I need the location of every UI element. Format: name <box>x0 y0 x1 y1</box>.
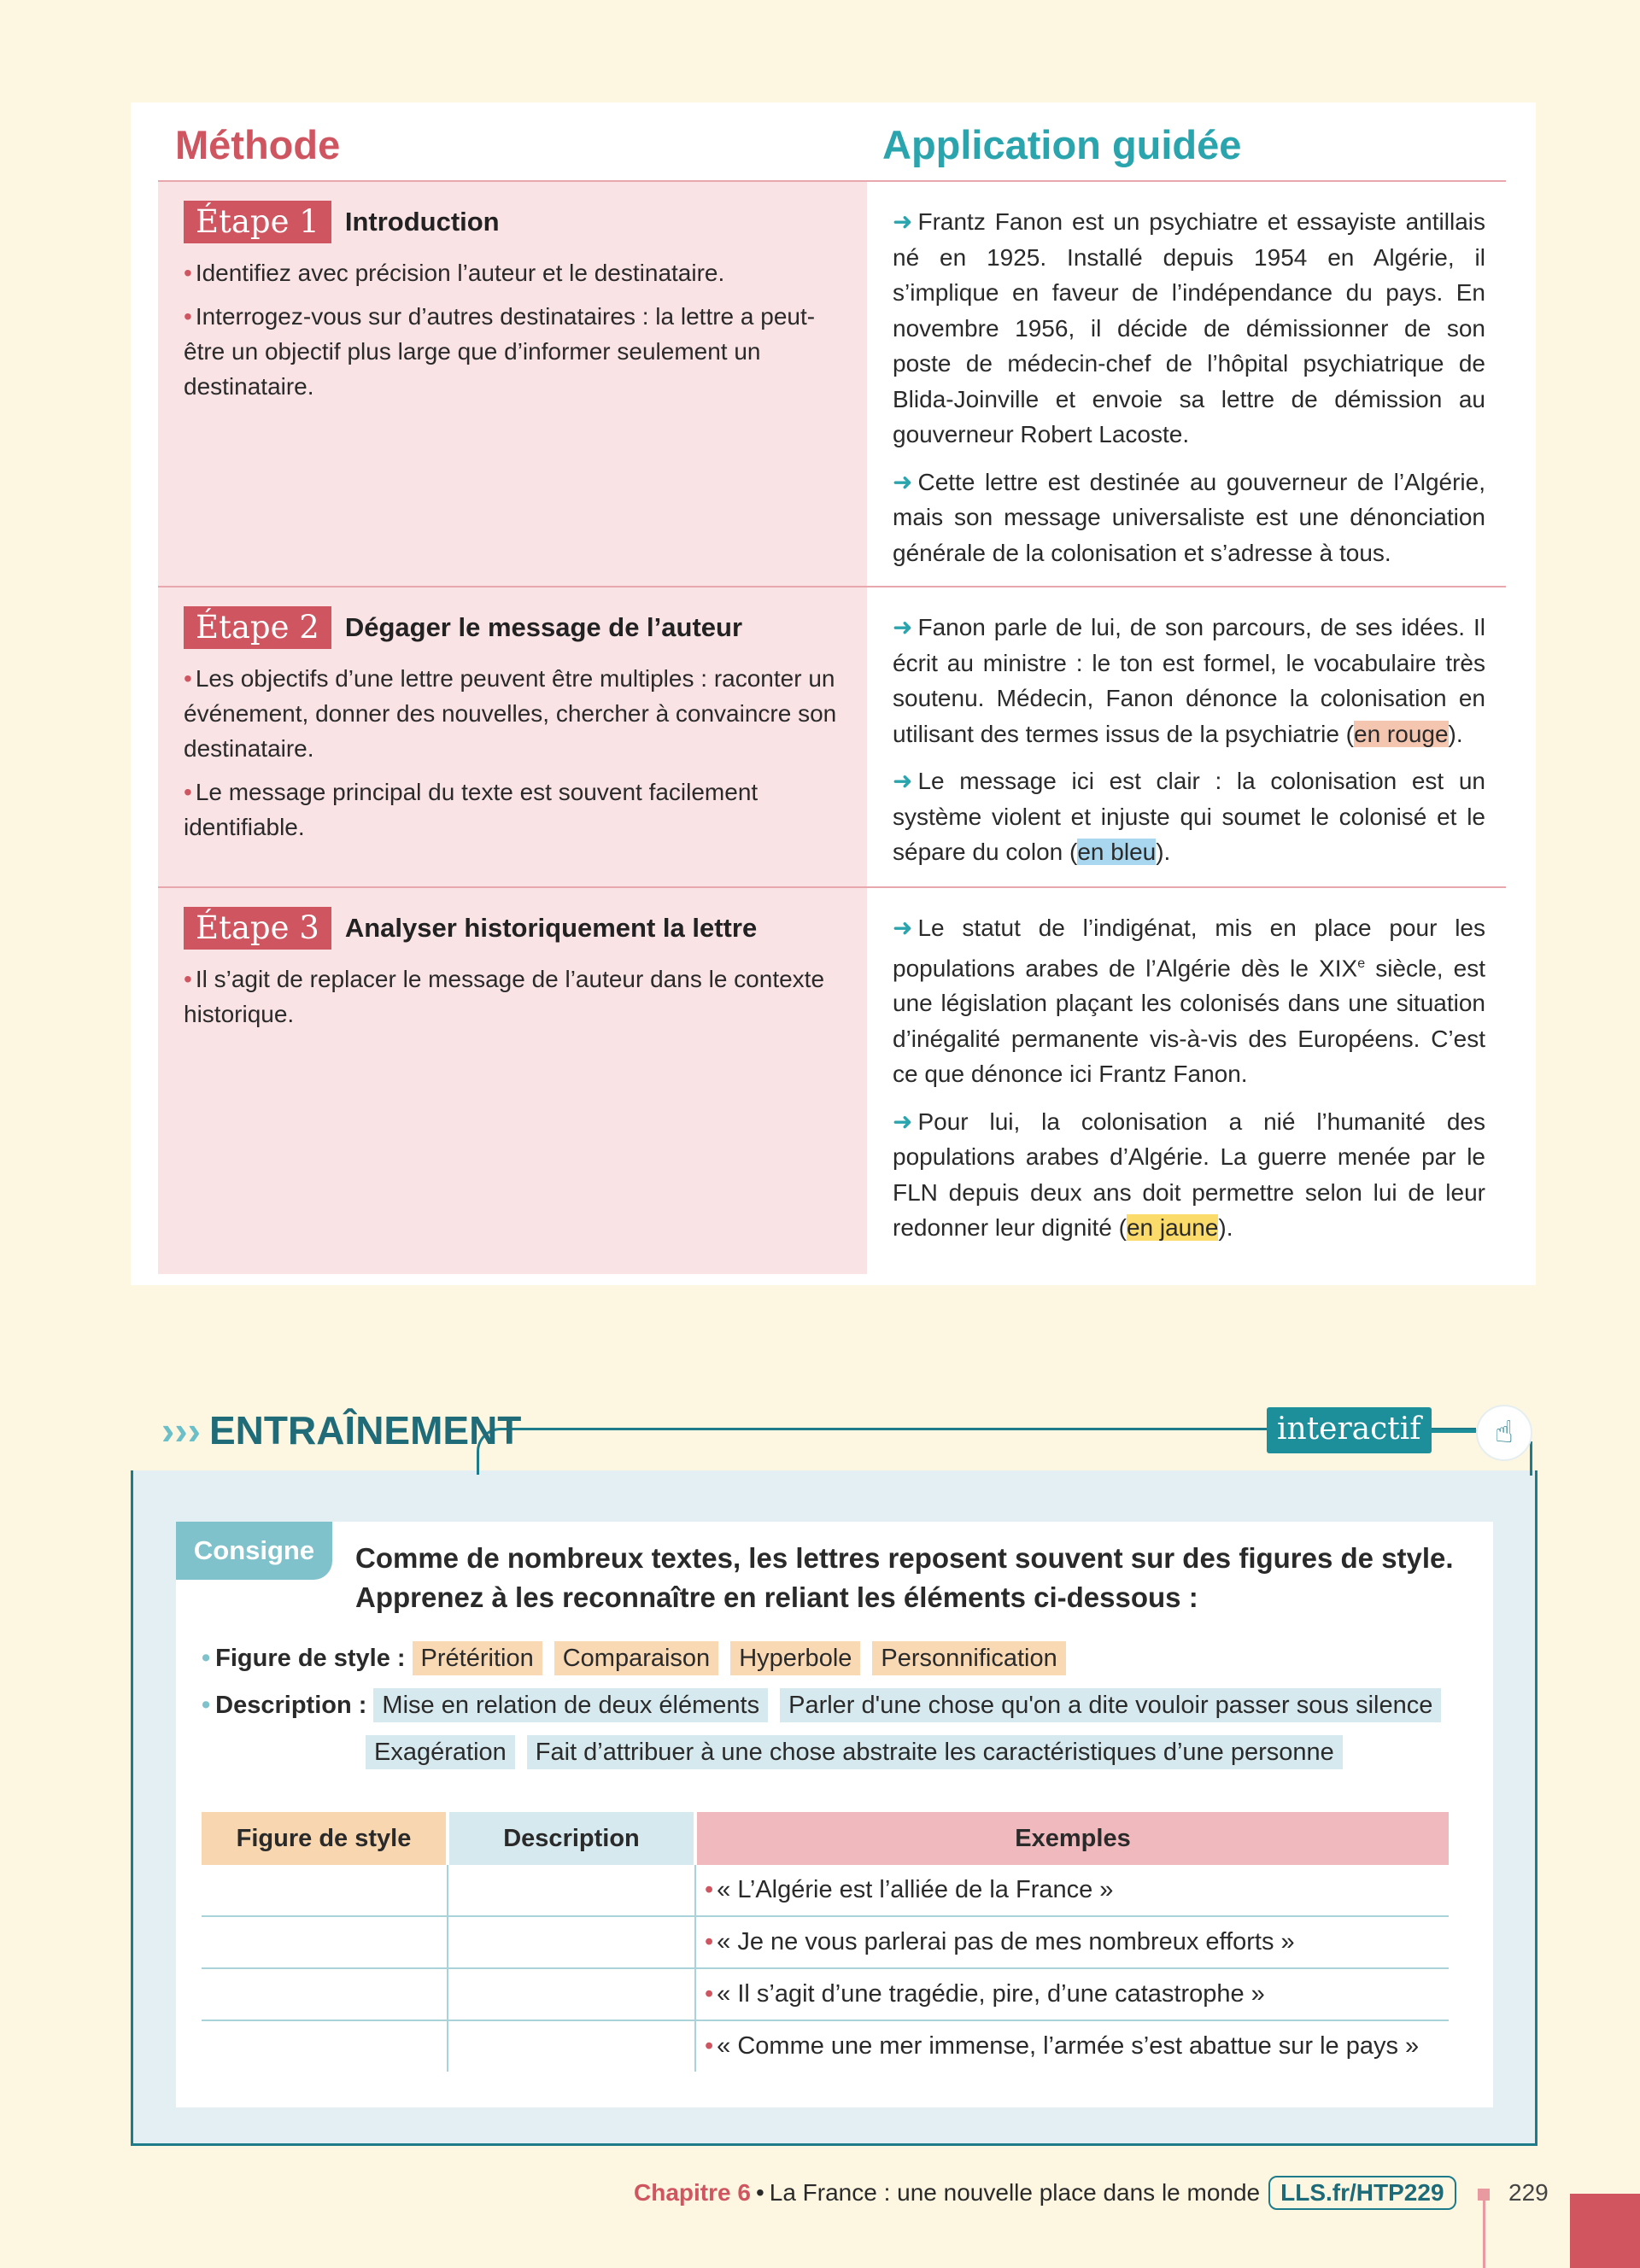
interactif-button[interactable]: interactif <box>1267 1407 1432 1453</box>
divider <box>1432 1429 1479 1433</box>
figure-label: • Figure de style : <box>202 1645 406 1673</box>
method-bullets <box>184 255 841 412</box>
footer-marker <box>1483 2201 1485 2268</box>
description-chip[interactable]: Exagération <box>366 1735 515 1769</box>
arrow-right-icon: ➜ <box>893 915 913 941</box>
highlight-yellow: en jaune <box>1126 1214 1219 1242</box>
arrow-right-icon: ➜ <box>893 468 913 495</box>
description-chip[interactable]: Mise en relation de deux éléments <box>373 1688 768 1722</box>
step-title: Dégager le message de l’auteur <box>344 612 743 642</box>
description-chip[interactable]: Parler d'une chose qu'on a dite vouloir passer sous silence <box>780 1688 1441 1722</box>
page-number: 229 <box>1508 2179 1549 2206</box>
consigne-text: Comme de nombreux textes, les lettres reposent souvent sur des figures de style. Apprenez à les reconnaître en reliant les éléments ci-dessous : <box>355 1542 1454 1613</box>
hand-pointer-icon[interactable]: ☝ <box>1476 1405 1532 1461</box>
application-cell <box>867 182 1506 586</box>
example-cell: • « Je ne vous parlerai pas de mes nombreux efforts » <box>695 1916 1449 1968</box>
application-paragraph: ➜ Pour lui, la colonisation a nié l’humanité des populations arabes d’Algérie. La guerre menée par le FLN depuis deux ans doit permettre selon lui de leur redonner leur dignité (en jaune). <box>893 1108 1485 1242</box>
method-cell <box>158 888 867 1274</box>
application-paragraph: ➜ Fanon parle de lui, de son parcours, de ses idées. Il écrit au ministre : le ton est formel, le vocabulaire très soutenu. Médecin, Fanon dénonce la colonisation en utilisant des termes issus de la psychiatrie (en rouge). <box>893 614 1485 747</box>
figure-row <box>202 1641 1078 1675</box>
description-drop-cell[interactable] <box>448 2020 695 2072</box>
bullet-item: • Le message principal du texte est souvent facilement identifiable. <box>184 775 841 845</box>
tab-border <box>1530 1441 1532 1476</box>
consigne-badge: Consigne <box>176 1522 332 1580</box>
bullet-item: • Il s’agit de replacer le message de l’auteur dans le contexte historique. <box>184 962 841 1032</box>
table-row <box>202 1968 1449 2020</box>
step-header <box>184 201 500 243</box>
arrow-right-icon: ➜ <box>893 208 913 235</box>
method-cell <box>158 182 867 586</box>
methode-card <box>131 102 1536 1285</box>
step-row-1 <box>158 182 1506 586</box>
page-footer <box>634 2176 1456 2210</box>
example-cell: • « Il s’agit d’une tragédie, pire, d’une catastrophe » <box>695 1968 1449 2020</box>
chevrons-icon: ››› <box>161 1408 201 1453</box>
description-row <box>366 1735 1355 1769</box>
description-drop-cell[interactable] <box>448 1968 695 2020</box>
example-cell: • « Comme une mer immense, l’armée s’est abattue sur le pays » <box>695 2020 1449 2072</box>
step-title: Analyser historiquement la lettre <box>344 913 758 943</box>
step-header <box>184 907 757 950</box>
figure-chip[interactable]: Hyperbole <box>730 1641 860 1675</box>
chapter-subtitle: La France : une nouvelle place dans le monde <box>769 2179 1261 2206</box>
figure-drop-cell[interactable] <box>202 1865 448 1916</box>
figure-drop-cell[interactable] <box>202 2020 448 2072</box>
matching-table <box>202 1812 1449 2072</box>
application-paragraph: ➜ Le message ici est clair : la colonisation est un système violent et injuste qui soumet le colonisé et le sépare du colon (en bleu). <box>893 768 1485 865</box>
arrow-right-icon: ➜ <box>893 1108 913 1135</box>
application-heading: Application guidée <box>882 122 1242 167</box>
figure-drop-cell[interactable] <box>202 1916 448 1968</box>
step-title: Introduction <box>344 207 500 237</box>
table-row <box>202 1916 1449 1968</box>
column-header: Exemples <box>695 1812 1449 1865</box>
column-header: Figure de style <box>202 1812 448 1865</box>
application-text <box>893 204 1485 582</box>
application-text <box>893 610 1485 882</box>
application-paragraph: ➜ Cette lettre est destinée au gouverneur de l’Algérie, mais son message universaliste est une dénonciation générale de la colonisation et s’adresse à tous. <box>893 468 1485 566</box>
exercise-panel <box>176 1522 1493 2107</box>
figure-chip[interactable]: Prétérition <box>413 1641 542 1675</box>
step-badge: Étape 2 <box>184 606 331 649</box>
description-chip[interactable]: Fait d’attribuer à une chose abstraite les caractéristiques d’une personne <box>527 1735 1343 1769</box>
bullet-item: • Les objectifs d’une lettre peuvent être multiples : raconter un événement, donner des nouvelles, chercher à convaincre son destinataire. <box>184 661 841 766</box>
figure-chip[interactable]: Comparaison <box>554 1641 718 1675</box>
method-bullets <box>184 962 841 1040</box>
figure-chip[interactable]: Personnification <box>872 1641 1065 1675</box>
bullet-item: • Interrogez-vous sur d’autres destinataires : la lettre a peut-être un objectif plus large que d’informer seulement un destinataire. <box>184 299 841 404</box>
column-header: Description <box>448 1812 695 1865</box>
footer-marker <box>1478 2189 1490 2201</box>
description-drop-cell[interactable] <box>448 1916 695 1968</box>
step-row-2 <box>158 587 1506 886</box>
resource-link[interactable]: LLS.fr/HTP229 <box>1268 2176 1456 2210</box>
application-paragraph: ➜ Le statut de l’indigénat, mis en place pour les populations arabes de l’Algérie dès le XIXe siècle, est une législation plaçant les colonisés dans une situation d’inégalité permanente vis-à-vis des Européens. C’est ce que dénonce ici Frantz Fanon. <box>893 915 1486 1088</box>
methode-heading: Méthode <box>175 122 341 167</box>
highlight-blue: en bleu <box>1077 839 1157 865</box>
application-text <box>893 910 1485 1258</box>
step-header <box>184 606 742 649</box>
example-cell: • « L’Algérie est l’alliée de la France » <box>695 1865 1449 1916</box>
arrow-right-icon: ➜ <box>893 768 913 794</box>
table-row <box>202 2020 1449 2072</box>
table-header-row <box>202 1812 1449 1865</box>
description-row <box>202 1688 1453 1722</box>
application-cell <box>867 587 1506 886</box>
description-label: • Description : <box>202 1692 366 1720</box>
entrainement-heading: ››› ENTRAÎNEMENT <box>161 1408 522 1453</box>
footer-bullet: • <box>755 2179 764 2206</box>
page-corner-tab <box>1570 2194 1640 2268</box>
application-paragraph: ➜ Frantz Fanon est un psychiatre et essayiste antillais né en 1925. Installé depuis 1954 en Algérie, il s’implique en faveur de l’indépendance du pays. En novembre 1956, il décide de démissionner de son poste de médecin-chef de l’hôpital psychiatrique de Blida-Joinville et envoie sa lettre de démission au gouverneur Robert Lacoste. <box>893 208 1485 447</box>
description-drop-cell[interactable] <box>448 1865 695 1916</box>
bullet-item: • Identifiez avec précision l’auteur et le destinataire. <box>184 255 841 290</box>
step-badge: Étape 3 <box>184 907 331 950</box>
application-cell <box>867 888 1506 1274</box>
highlight-red: en rouge <box>1354 720 1449 747</box>
table-row <box>202 1865 1449 1916</box>
step-badge: Étape 1 <box>184 201 331 243</box>
step-row-3 <box>158 888 1506 1274</box>
method-bullets <box>184 661 841 853</box>
figure-drop-cell[interactable] <box>202 1968 448 2020</box>
arrow-right-icon: ➜ <box>893 614 913 640</box>
chapter-label: Chapitre 6 <box>634 2179 751 2206</box>
method-cell <box>158 587 867 886</box>
